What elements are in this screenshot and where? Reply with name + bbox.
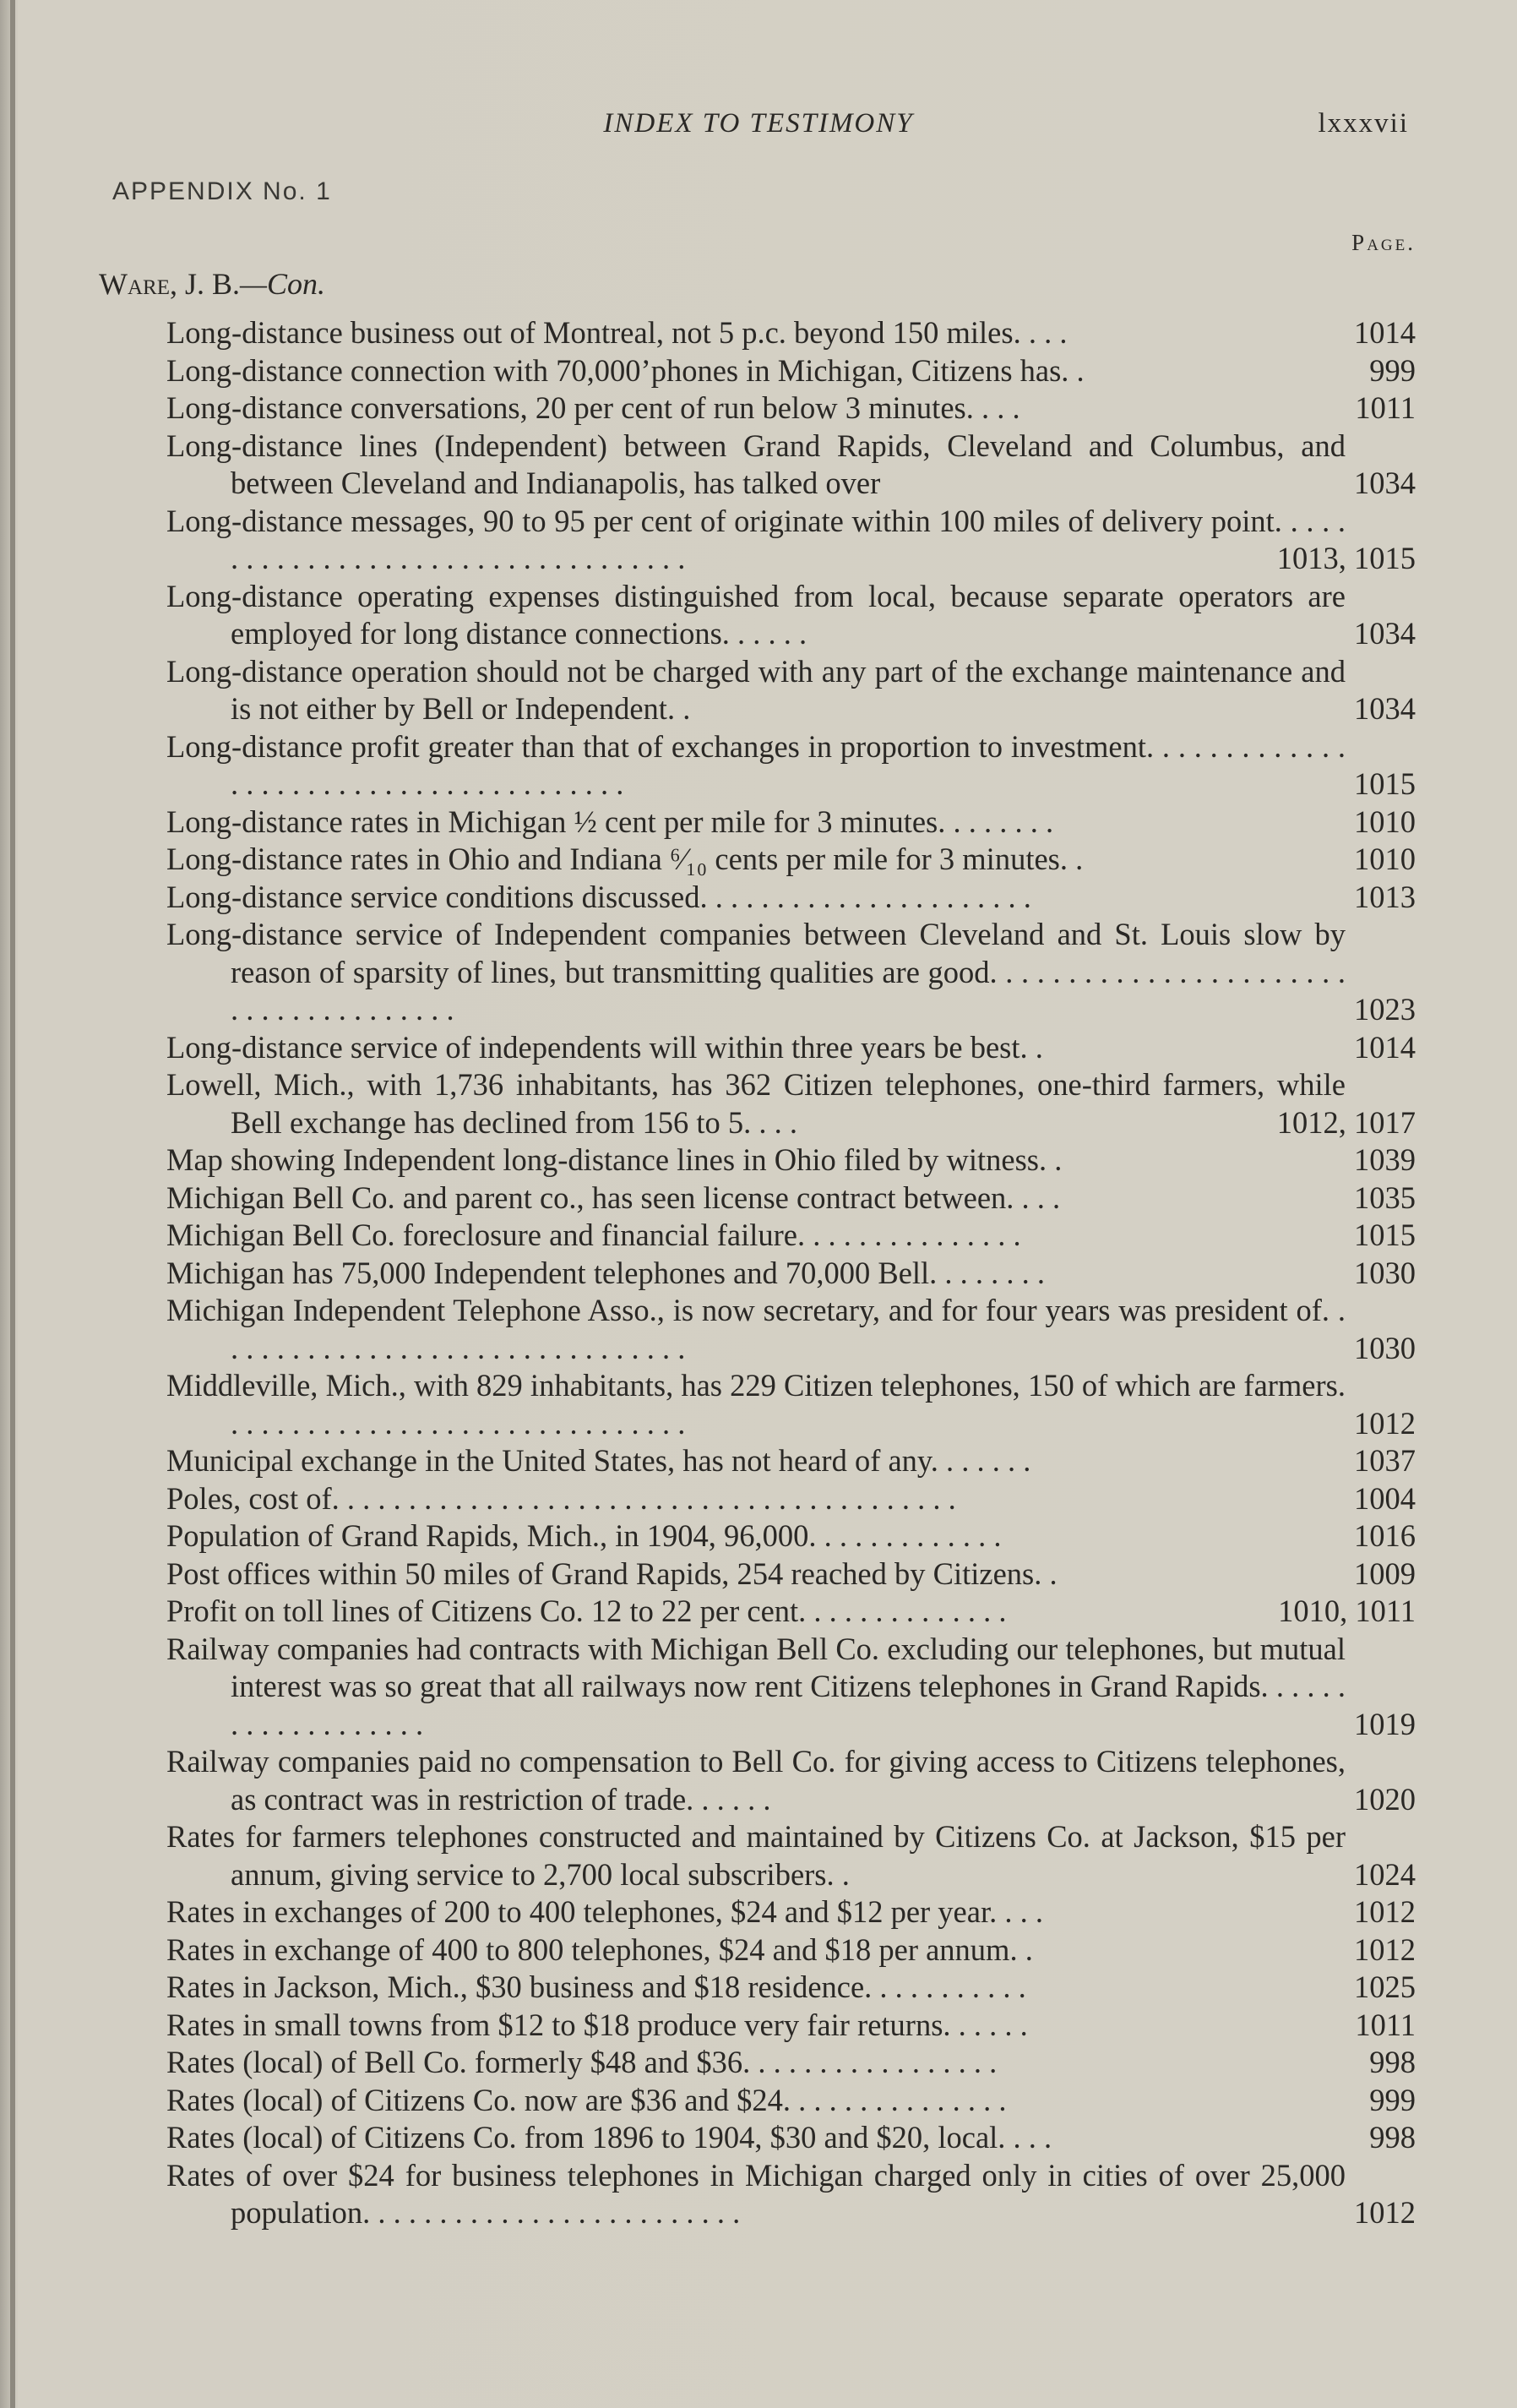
index-entry-page: 1034 — [1354, 691, 1416, 726]
index-entry-text: Rates in Jackson, Mich., $30 business and $18 residence. . . . . . . . . . . — [166, 1969, 1026, 2004]
index-entry-page: 1025 — [1354, 1969, 1416, 2004]
index-entry-page: 1010 — [1354, 842, 1416, 876]
index-entry-page: 1030 — [1354, 1255, 1416, 1290]
index-entry-text: Middleville, Mich., with 829 inhabitants, has 229 Citizen telephones, 150 of which are farmers. . . . . . . . . . . . . . . . . . . . . . . . . . . . . . . — [166, 1368, 1346, 1441]
index-entry-text: Railway companies paid no compensation to Bell Co. for giving access to Citizens telephones, as contract was in restriction of trade. . . . . . — [166, 1744, 1346, 1817]
index-entry-page: 1016 — [1354, 1518, 1416, 1553]
witness-continuation: —Con. — [240, 267, 326, 301]
index-entry-text: Lowell, Mich., with 1,736 inhabitants, has 362 Citizen telephones, one-third farmers, while Bell exchange has declined from 156 to 5. . . . — [166, 1067, 1346, 1140]
index-entry-text: Rates in small towns from $12 to $18 produce very fair returns. . . . . . — [166, 2007, 1028, 2042]
index-entry-page: 1012 — [1354, 2195, 1416, 2230]
index-entry-page: 1035 — [1354, 1179, 1416, 1215]
index-entry-text: Map showing Independent long-distance lines in Ohio filed by witness. . — [166, 1142, 1063, 1177]
index-entry-text: Long-distance operation should not be charged with any part of the exchange maintenance and is not either by Bell or Independent. . — [166, 653, 1346, 726]
index-entry — [0, 1517, 1517, 1555]
index-entry — [0, 1480, 1517, 1518]
index-entry-page: 1039 — [1354, 1142, 1416, 1177]
index-entry — [0, 503, 1517, 578]
index-entry — [0, 390, 1517, 428]
index-entry-text: Profit on toll lines of Citizens Co. 12 to 22 per cent. . . . . . . . . . . . . . — [166, 1594, 1007, 1628]
index-entry-text: Rates in exchange of 400 to 800 telephones, $24 and $18 per annum. . — [166, 1931, 1033, 1967]
index-entry-page: 1014 — [1354, 315, 1416, 350]
index-entry-page: 1024 — [1354, 1856, 1416, 1892]
index-entry — [0, 2119, 1517, 2157]
appendix-label: APPENDIX No. 1 — [112, 177, 332, 205]
index-entry-text: Rates (local) of Bell Co. formerly $48 and $36. . . . . . . . . . . . . . . . . — [166, 2045, 998, 2079]
index-entry — [0, 314, 1517, 352]
index-entry — [0, 352, 1517, 390]
index-entries — [0, 314, 1517, 2232]
index-entry-text: Rates for farmers telephones constructed and maintained by Citizens Co. at Jackson, $15 per annum, giving service to 2,700 local subscribers. . — [166, 1819, 1346, 1892]
index-entry-text: Post offices within 50 miles of Grand Rapids, 254 reached by Citizens. . — [166, 1555, 1058, 1591]
index-entry-text: Railway companies had contracts with Michigan Bell Co. excluding our telephones, but mutual interest was so great that all railways now rent Citizens telephones in Grand Rapids. . . . . . . . . . . . . . . . . . . — [166, 1631, 1346, 1741]
index-entry — [0, 728, 1517, 804]
index-entry — [0, 1969, 1517, 2007]
index-entry — [0, 1141, 1517, 1179]
index-entry-page: 1023 — [1354, 992, 1416, 1027]
index-entry — [0, 1217, 1517, 1255]
index-entry-page: 1012 — [1354, 1405, 1416, 1441]
index-entry-page: 998 — [1369, 2045, 1416, 2079]
index-entry — [0, 879, 1517, 917]
index-entry-page: 1015 — [1354, 1218, 1416, 1252]
index-entry-text: Population of Grand Rapids, Mich., in 1904, 96,000. . . . . . . . . . . . . — [166, 1518, 1002, 1553]
index-entry-page: 1015 — [1354, 766, 1416, 801]
index-entry — [0, 1179, 1517, 1218]
index-entry-page: 1030 — [1354, 1330, 1416, 1365]
index-entry — [0, 1893, 1517, 1931]
index-entry — [0, 1631, 1517, 1744]
index-entry-text: Long-distance service of independents will within three years be best. . — [166, 1029, 1043, 1065]
index-entry-page: 1009 — [1354, 1555, 1416, 1591]
index-entry — [0, 2157, 1517, 2232]
index-entry — [0, 1066, 1517, 1141]
index-entry-text: Long-distance lines (Independent) between Grand Rapids, Cleveland and Columbus, and between Cleveland and Indianapolis, has talked over — [166, 428, 1346, 500]
index-entry-page: 998 — [1369, 2120, 1416, 2155]
index-entry-page: 1012 — [1354, 1931, 1416, 1967]
index-entry-text: Long-distance profit greater than that of exchanges in proportion to investment. . . . . . . . . . . . . . . . . . . . . . . . . . . . . . . . . . . . . . . — [166, 728, 1346, 801]
index-entry — [0, 428, 1517, 503]
index-entry-page: 999 — [1369, 2082, 1416, 2117]
index-entry — [0, 1555, 1517, 1594]
index-entry-page: 1037 — [1354, 1443, 1416, 1478]
index-entry-page: 1019 — [1354, 1706, 1416, 1741]
index-entry-text: Long-distance conversations, 20 per cent of run below 3 minutes. . . . — [166, 390, 1020, 425]
index-entry-text: Poles, cost of. . . . . . . . . . . . . . . . . . . . . . . . . . . . . . . . . . . . . . . . . — [166, 1480, 956, 1516]
index-entry — [0, 1292, 1517, 1367]
index-entry-page: 1010, 1011 — [1278, 1594, 1416, 1628]
index-entry-text: Long-distance connection with 70,000’phones in Michigan, Citizens has. . — [166, 352, 1085, 388]
index-entry — [0, 578, 1517, 653]
index-entry — [0, 1367, 1517, 1442]
index-entry-text: Long-distance service conditions discussed. . . . . . . . . . . . . . . . . . . . . . — [166, 879, 1031, 914]
index-entry — [0, 1818, 1517, 1893]
index-entry-page: 1013 — [1354, 879, 1416, 914]
index-entry-page: 1014 — [1354, 1029, 1416, 1065]
index-entry-page: 1004 — [1354, 1480, 1416, 1516]
index-entry — [0, 2007, 1517, 2045]
index-entry-text: Michigan Independent Telephone Asso., is now secretary, and for four years was president of. . . . . . . . . . . . . . . . . . . . . . . . . . . . . . . . — [166, 1293, 1346, 1365]
index-entry — [0, 1442, 1517, 1480]
index-entry-page: 1011 — [1355, 2007, 1416, 2042]
index-entry-text: Michigan Bell Co. foreclosure and financial failure. . . . . . . . . . . . . . . — [166, 1218, 1021, 1252]
index-entry-page: 1011 — [1355, 390, 1416, 425]
index-entry — [0, 1743, 1517, 1818]
index-entry — [0, 804, 1517, 842]
index-entry-page: 1013, 1015 — [1276, 541, 1416, 575]
index-entry-text: Rates of over $24 for business telephones in Michigan charged only in cities of over 25,000 population. . . . . . . . . . . . . . . . . . . . . . . . . — [166, 2157, 1346, 2230]
index-entry — [0, 1029, 1517, 1067]
index-entry-page: 1010 — [1354, 804, 1416, 839]
index-entry-text: Long-distance business out of Montreal, not 5 p.c. beyond 150 miles. . . . — [166, 315, 1068, 350]
page-column-label: Page. — [1351, 230, 1416, 255]
index-entry-page: 1034 — [1354, 616, 1416, 651]
index-entry-page: 1012, 1017 — [1276, 1104, 1416, 1140]
running-title: INDEX TO TESTIMONY — [603, 108, 914, 139]
witness-name: Ware, J. B. — [99, 267, 240, 301]
index-entry — [0, 1593, 1517, 1631]
index-entry — [0, 2044, 1517, 2082]
index-entry-page: 1020 — [1354, 1781, 1416, 1817]
index-entry-text: Long-distance operating expenses distinguished from local, because separate operators are employed for long distance connections. . . . . . — [166, 578, 1346, 651]
index-entry-text: Long-distance messages, 90 to 95 per cent of originate within 100 miles of delivery point. . . . . . . . . . . . . . . . . . . . . . . . . . . . . . . . . . . — [166, 503, 1346, 575]
witness-heading — [99, 266, 325, 302]
page-header — [0, 108, 1517, 150]
index-entry-text: Rates (local) of Citizens Co. now are $36 and $24. . . . . . . . . . . . . . . — [166, 2082, 1007, 2117]
index-entry — [0, 916, 1517, 1029]
index-entry-text: Rates in exchanges of 200 to 400 telephones, $24 and $12 per year. . . . — [166, 1894, 1043, 1929]
index-entry-text: Long-distance service of Independent companies between Cleveland and St. Louis slow by reason of sparsity of lines, but transmitting qualities are good. . . . . . . . . . . . . . . . . . . . . . . . . . . . . . . . . . . . . . — [166, 917, 1346, 1027]
index-entry-text: Rates (local) of Citizens Co. from 1896 to 1904, $30 and $20, local. . . . — [166, 2120, 1052, 2155]
index-entry-text: Municipal exchange in the United States, has not heard of any. . . . . . . — [166, 1443, 1031, 1478]
index-entry — [0, 2082, 1517, 2120]
index-entry — [0, 1931, 1517, 1969]
index-entry-page: 999 — [1369, 352, 1416, 388]
index-entry-page: 1012 — [1354, 1894, 1416, 1929]
index-entry-text: Michigan has 75,000 Independent telephones and 70,000 Bell. . . . . . . . — [166, 1255, 1046, 1290]
index-entry — [0, 841, 1517, 879]
index-entry-text: Michigan Bell Co. and parent co., has seen license contract between. . . . — [166, 1179, 1061, 1215]
index-entry — [0, 653, 1517, 728]
index-entry-text: Long-distance rates in Michigan ½ cent per mile for 3 minutes. . . . . . . . — [166, 804, 1054, 839]
index-entry-text: Long-distance rates in Ohio and Indiana ⁶⁄₁₀ cents per mile for 3 minutes. . — [166, 842, 1084, 876]
index-entry-page: 1034 — [1354, 466, 1416, 500]
index-entry — [0, 1255, 1517, 1293]
page-number: lxxxvii — [1318, 108, 1409, 139]
